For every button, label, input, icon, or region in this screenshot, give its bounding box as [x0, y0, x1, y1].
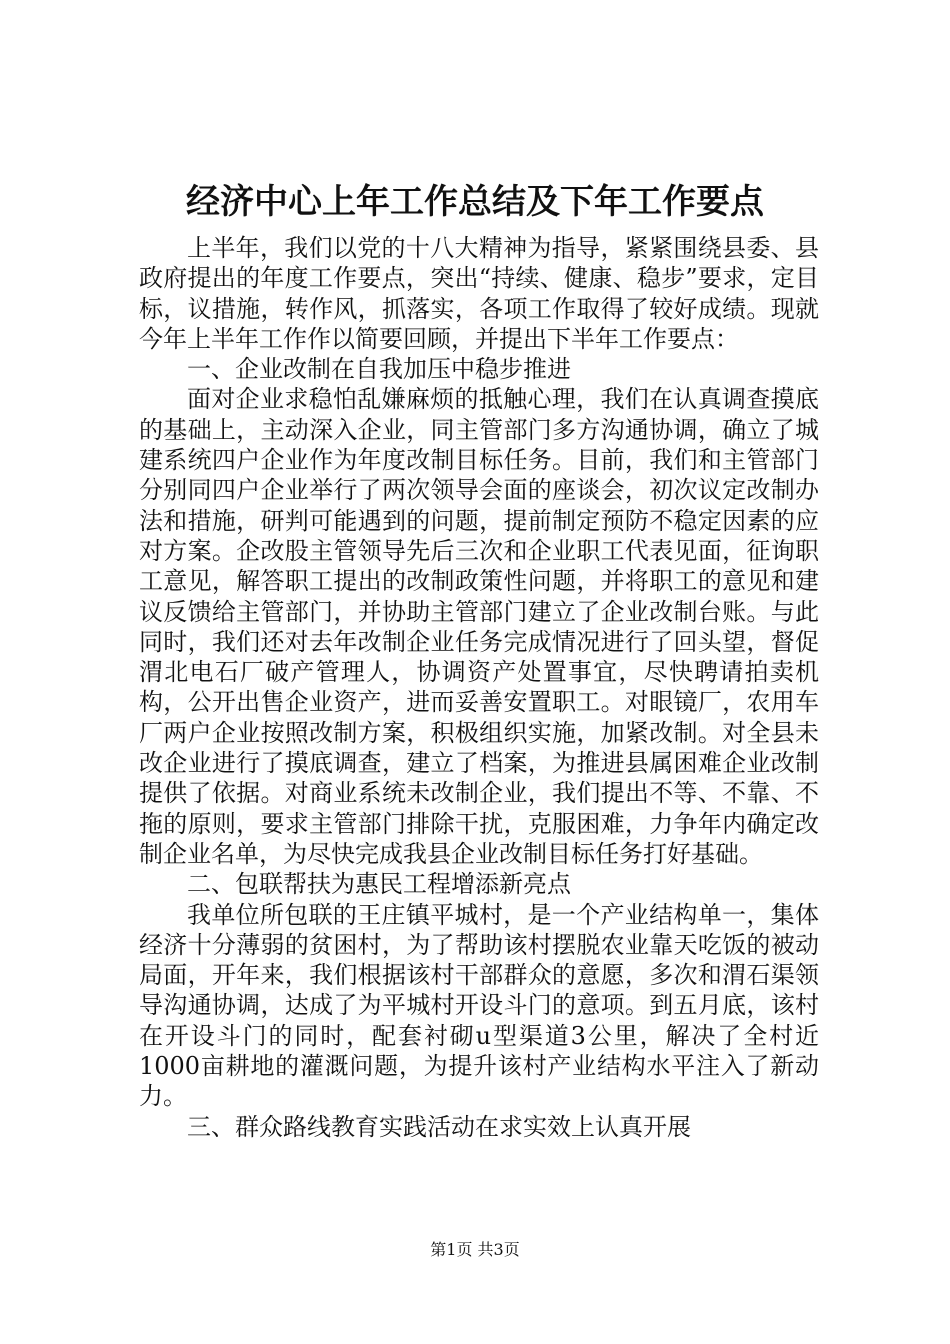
- section-heading-1: 一、企业改制在自我加压中稳步推进: [187, 355, 571, 384]
- document-body: [139, 233, 819, 1142]
- intro-paragraph: 上半年，我们以党的十八大精神为指导，紧紧围绕县委、县政府提出的年度工作要点，突出“持续、健康、稳步”要求，定目标，议措施，转作风，抓落实，各项工作取得了较好成绩。现就今年上半年工作作以简要回顾，并提出下半年工作要点：: [139, 234, 819, 353]
- section-heading-2: 二、包联帮扶为惠民工程增添新亮点: [187, 870, 571, 899]
- section-paragraph-1: 面对企业求稳怕乱嫌麻烦的抵触心理，我们在认真调查摸底的基础上，主动深入企业，同主管部门多方沟通协调，确立了城建系统四户企业作为年度改制目标任务。目前，我们和主管部门分别同四户企业举行了两次领导会面的座谈会，初次议定改制办法和措施，研判可能遇到的问题，提前制定预防不稳定因素的应对方案。企改股主管领导先后三次和企业职工代表见面，征询职工意见，解答职工提出的改制政策性问题，并将职工的意见和建议反馈给主管部门，并协助主管部门建立了企业改制台账。与此同时，我们还对去年改制企业任务完成情况进行了回头望，督促渭北电石厂破产管理人，协调资产处置事宜，尽快聘请拍卖机构，公开出售企业资产，进而妥善安置职工。对眼镜厂，农用车厂两户企业按照改制方案，积极组织实施，加紧改制。对全县未改企业进行了摸底调查，建立了档案，为推进县属困难企业改制提供了依据。对商业系统未改制企业，我们提出不等、不靠、不拖的原则，要求主管部门排除干扰，克服困难，力争年内确定改制企业名单，为尽快完成我县企业改制目标任务打好基础。: [139, 385, 819, 868]
- page-footer: 第1页 共3页: [430, 1240, 520, 1259]
- section-paragraph-2: 我单位所包联的王庄镇平城村，是一个产业结构单一，集体经济十分薄弱的贫困村，为了帮助该村摆脱农业靠天吃饭的被动局面，开年来，我们根据该村干部群众的意愿，多次和渭石渠领导沟通协调，达成了为平城村开设斗门的意项。到五月底，该村在开设斗门的同时，配套衬砌u型渠道3公里，解决了全村近1000亩耕地的灌溉问题，为提升该村产业结构水平注入了新动力。: [139, 900, 819, 1111]
- document-title: 经济中心上年工作总结及下年工作要点: [186, 182, 764, 222]
- section-heading-3: 三、群众路线教育实践活动在求实效上认真开展: [187, 1112, 691, 1141]
